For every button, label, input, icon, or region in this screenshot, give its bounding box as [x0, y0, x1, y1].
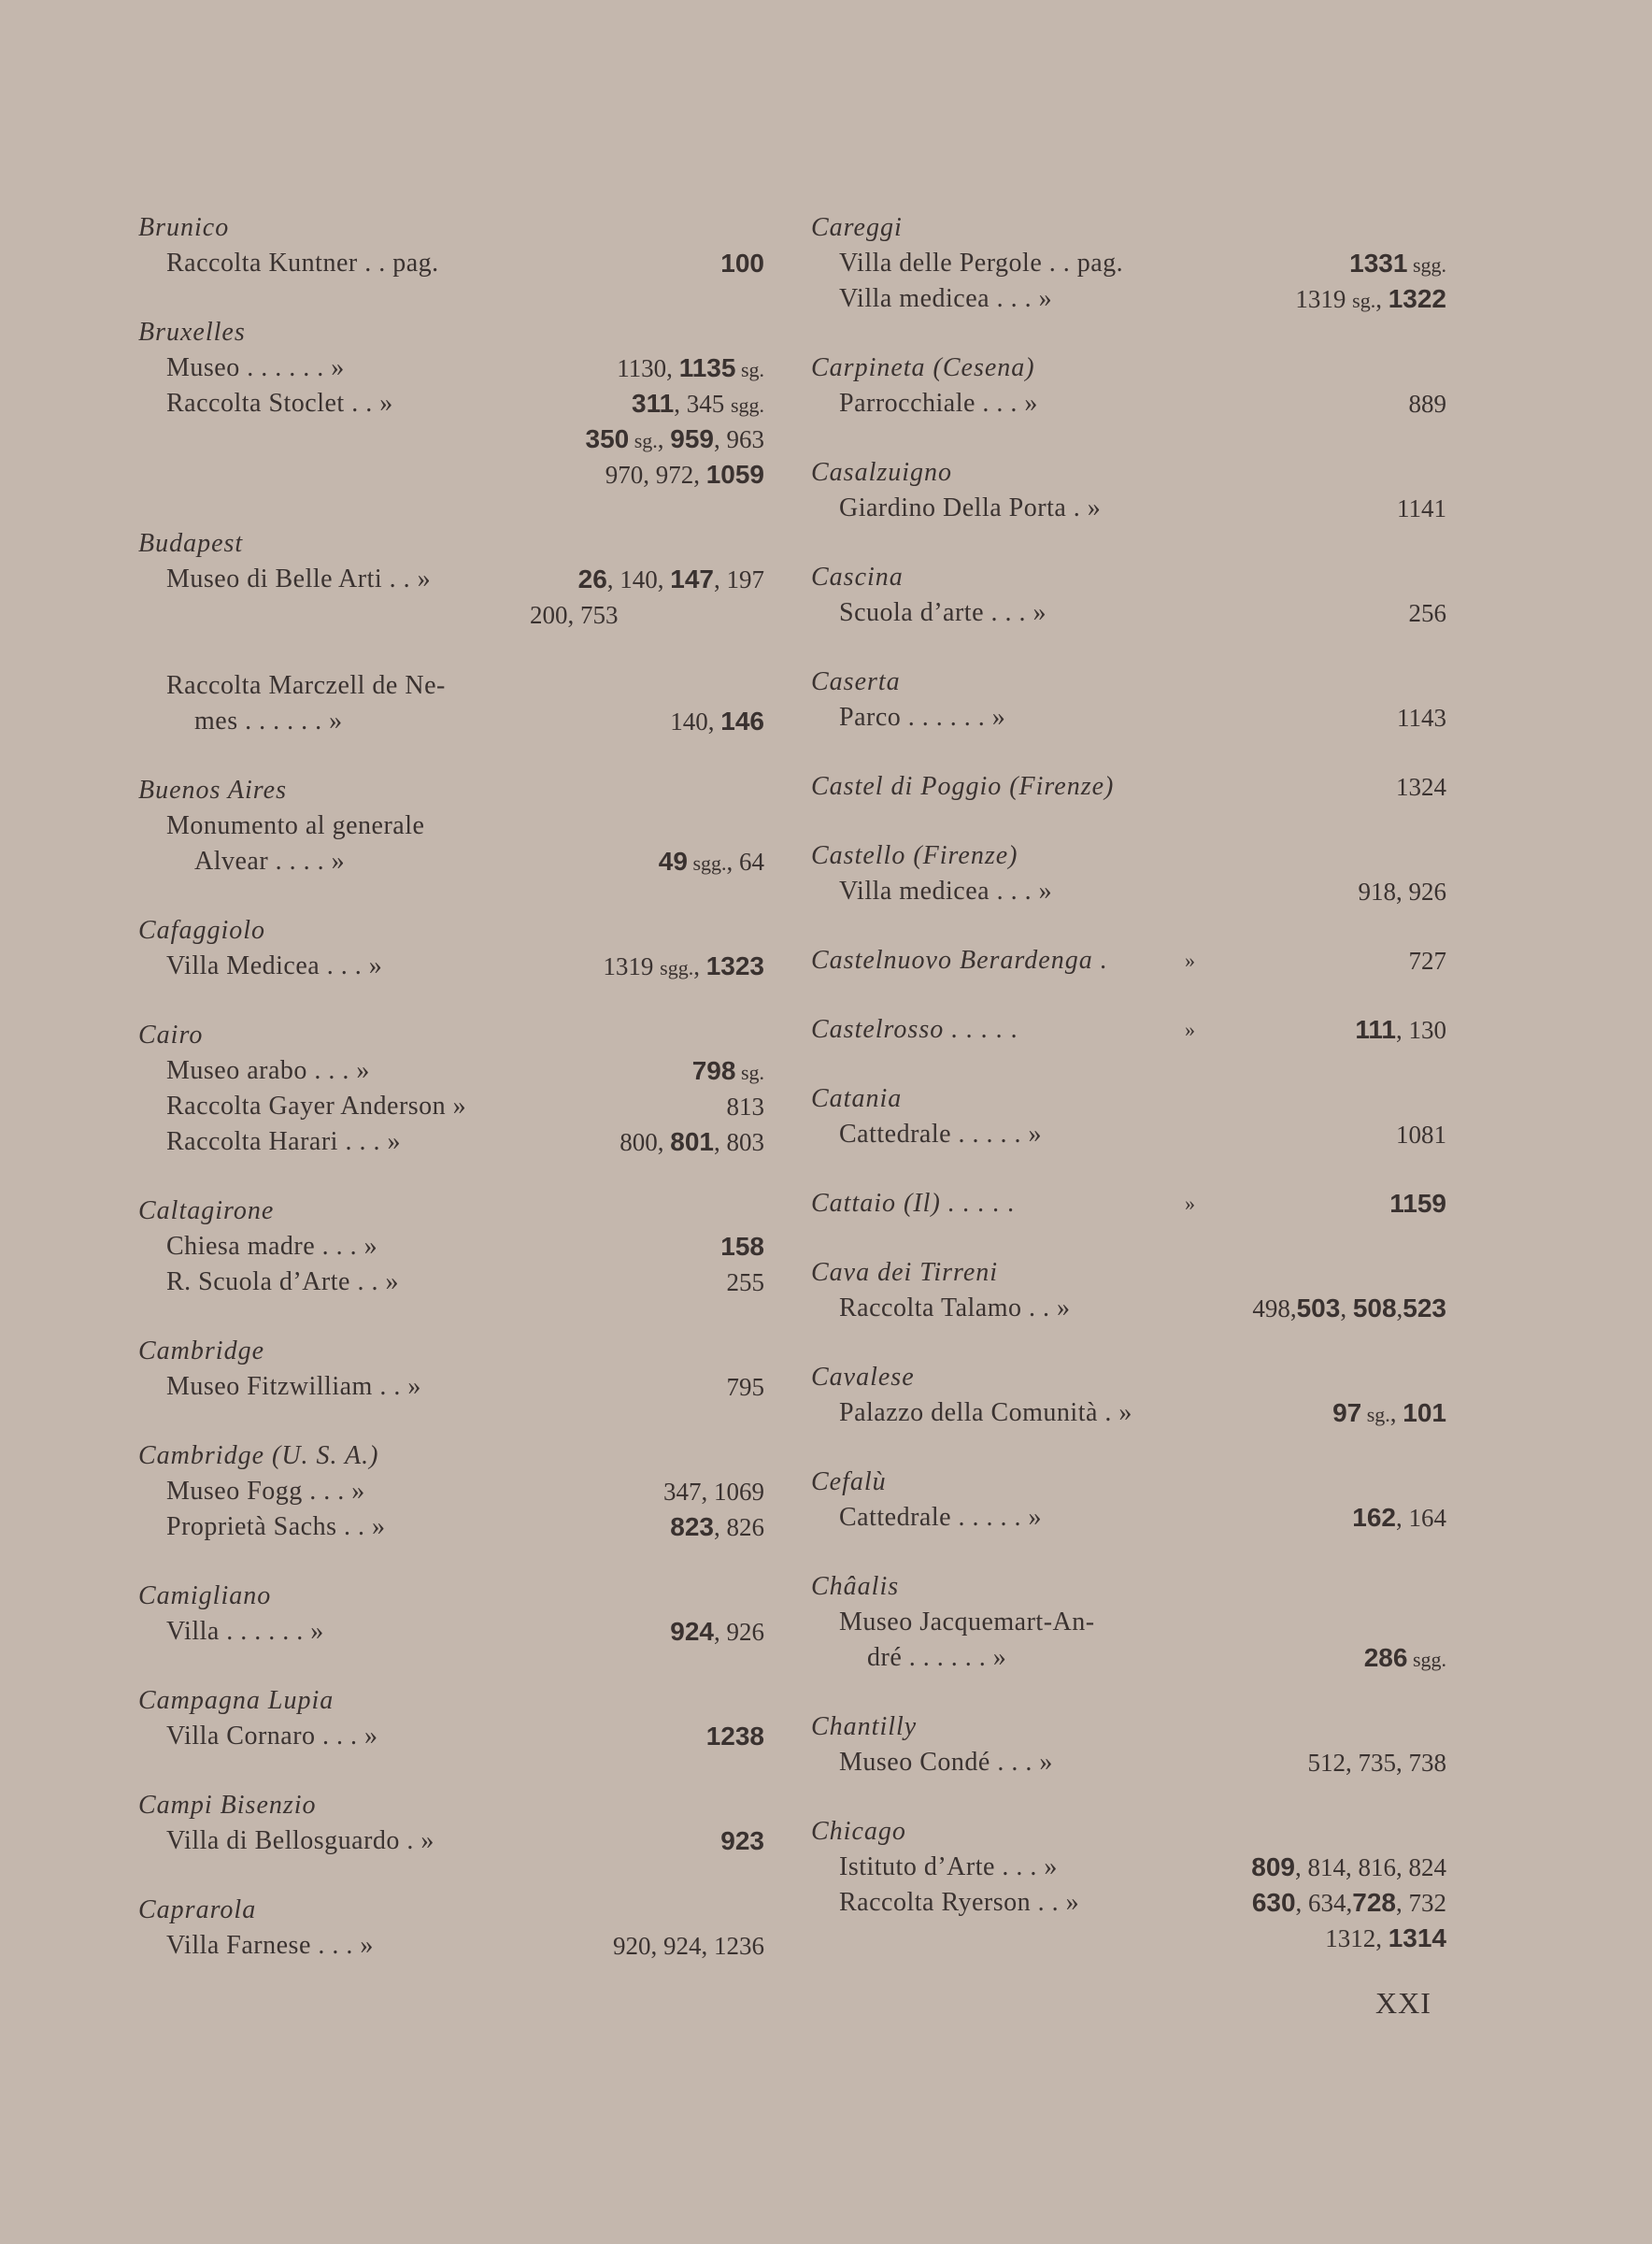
page-references [1332, 1395, 1446, 1433]
index-entry [138, 633, 764, 668]
page-references [578, 562, 764, 597]
page-references [1251, 1850, 1446, 1885]
page-ref: 1312, [1325, 1924, 1389, 1952]
page-ref: , 164 [1396, 1504, 1446, 1532]
index-entry [811, 595, 1446, 631]
entry-label: mes . . . . . . » [194, 707, 343, 736]
entry-label: Raccolta Kuntner . . pag. [166, 249, 439, 278]
page-ref: 889 [1408, 390, 1446, 418]
index-entry [138, 457, 764, 493]
page-references [603, 949, 764, 986]
page-ref: 800, [620, 1128, 671, 1156]
page-references [1409, 943, 1447, 979]
page-references [663, 1474, 764, 1509]
page-ref: , 803 [714, 1128, 764, 1156]
index-entry [811, 1291, 1446, 1326]
page-ref: 111 [1355, 1015, 1396, 1044]
entry-label: Villa medicea . . . » [839, 284, 1053, 313]
page-ref: 1141 [1397, 494, 1446, 522]
page-references [632, 386, 764, 423]
index-entry [811, 246, 1446, 281]
page-references [1364, 1640, 1446, 1678]
entry-label: Raccolta Gayer Anderson » [166, 1092, 467, 1121]
page-references [1308, 1745, 1447, 1780]
page-ref: 924 [670, 1617, 714, 1646]
place-name: Cattaio (Il) . . . . . [811, 1189, 1016, 1218]
place-name: Budapest [138, 529, 244, 558]
page-references [692, 1053, 764, 1091]
index-entry [138, 704, 764, 739]
page-references [1349, 246, 1446, 283]
page-ref: 200, 753 [530, 601, 619, 629]
index-place-heading [811, 665, 1446, 700]
index-place-heading [811, 1814, 1446, 1850]
index-place-heading [811, 350, 1446, 386]
index-entry [138, 562, 764, 597]
place-name: Campagna Lupia [138, 1686, 335, 1715]
index-place-heading [138, 913, 764, 949]
page-references [659, 844, 764, 881]
entry-label: Monumento al generale [166, 811, 425, 840]
page-ref: sg. [735, 358, 764, 381]
place-name: Caserta [811, 667, 901, 696]
page-ref: , 826 [714, 1513, 764, 1541]
ditto-mark: » [1185, 1018, 1196, 1041]
entry-label: Museo . . . . . . » [166, 353, 345, 382]
page-ref: , 634, [1295, 1889, 1353, 1917]
page-ref: 823 [670, 1512, 714, 1541]
index-entry [811, 281, 1446, 317]
page-ref: 959 [670, 424, 714, 453]
entry-label: Istituto d’Arte . . . » [839, 1852, 1058, 1881]
index-entry [138, 668, 764, 704]
place-name: Cefalù [811, 1467, 887, 1496]
page-references [1396, 769, 1446, 805]
index-entry [811, 1745, 1446, 1780]
entry-label: Giardino Della Porta . » [839, 493, 1102, 522]
page-references [1352, 1500, 1446, 1536]
page-ref: 97 [1332, 1398, 1362, 1427]
page-ref: 255 [726, 1268, 764, 1296]
page-references [1252, 1885, 1446, 1921]
index-entry [138, 350, 764, 386]
page-ref: 813 [726, 1093, 764, 1121]
index-place-heading [138, 1438, 764, 1474]
place-name: Chantilly [811, 1712, 918, 1741]
page-ref: , [1340, 1294, 1353, 1322]
index-entry [138, 1474, 764, 1509]
index-entry [138, 1265, 764, 1300]
index-entry [811, 1500, 1446, 1536]
index-entry [811, 1885, 1446, 1921]
index-entry [811, 700, 1446, 736]
page-ref: 146 [720, 707, 764, 736]
page-ref: 311 [632, 389, 675, 418]
index-place-heading [811, 943, 1446, 979]
page-ref: sg. [629, 429, 658, 452]
page-ref: 1159 [1389, 1189, 1446, 1218]
index-entry [138, 949, 764, 984]
index-place-heading [138, 1579, 764, 1614]
entry-label: Villa . . . . . . » [166, 1617, 324, 1646]
page-references [1295, 281, 1446, 319]
page-references [530, 597, 619, 633]
page-references [1355, 1012, 1446, 1048]
page-ref: 347, 1069 [663, 1478, 764, 1506]
page-ref: sgg. [1407, 1648, 1446, 1671]
place-name: Campi Bisenzio [138, 1791, 317, 1820]
entry-label: Cattedrale . . . . . » [839, 1503, 1043, 1532]
place-name: Camigliano [138, 1581, 272, 1610]
page-ref: 798 [691, 1056, 736, 1085]
page-ref: , [1375, 285, 1389, 313]
entry-label: Raccolta Stoclet . . » [166, 389, 393, 418]
page-ref: 49 [658, 847, 688, 876]
page-ref: 1238 [705, 1722, 764, 1751]
entry-label: Parco . . . . . . » [839, 703, 1006, 732]
page-references [617, 350, 764, 388]
page-ref: 1331 [1349, 249, 1408, 278]
page-references [727, 1089, 765, 1124]
ditto-mark: » [1185, 1192, 1196, 1215]
page-references [605, 457, 764, 493]
place-name: Bruxelles [138, 318, 246, 347]
index-place-heading [811, 210, 1446, 246]
place-name: Catania [811, 1084, 903, 1113]
place-name: Castelrosso . . . . . [811, 1015, 1019, 1044]
index-place-heading [811, 560, 1446, 595]
entry-label: Palazzo della Comunità . » [839, 1398, 1132, 1427]
index-place-heading [811, 1081, 1446, 1117]
page-ref: 1314 [1388, 1923, 1446, 1952]
entry-label: Chiesa madre . . . » [166, 1232, 378, 1261]
index-place-heading [811, 1360, 1446, 1395]
page-references [1359, 874, 1447, 909]
page-ref: 1324 [1396, 773, 1446, 801]
page-references [1325, 1921, 1446, 1956]
index-entry [138, 808, 764, 844]
page-ref: , [693, 952, 706, 980]
entry-label: Villa Farnese . . . » [166, 1931, 374, 1960]
page-ref: 512, 735, 738 [1307, 1749, 1446, 1777]
page-references [727, 1265, 765, 1300]
page-references [670, 1509, 764, 1545]
page-ref: 162 [1352, 1503, 1396, 1532]
page-ref: 498, [1252, 1294, 1297, 1322]
page-ref: 1319 [603, 952, 661, 980]
index-place-heading [138, 1334, 764, 1369]
index-entry [138, 246, 764, 281]
page-ref: , 963 [714, 425, 764, 453]
page-ref: 809 [1251, 1852, 1295, 1881]
page-ref: 256 [1408, 599, 1446, 627]
page-references [670, 1614, 764, 1650]
place-name: Chicago [811, 1817, 906, 1846]
page-references [1252, 1291, 1446, 1326]
index-place-heading [138, 1018, 764, 1053]
entry-label: Museo Fogg . . . » [166, 1477, 365, 1506]
index-place-heading [811, 838, 1446, 874]
page-ref: 147 [670, 565, 714, 593]
page-ref: sgg. [687, 851, 727, 875]
page-ref: 503 [1296, 1294, 1341, 1322]
entry-label: dré . . . . . . » [867, 1643, 1007, 1672]
page-references [720, 1229, 764, 1265]
page-ref: 1130, [617, 354, 679, 382]
page-ref: 1322 [1388, 284, 1446, 313]
place-name: Carpineta (Cesena) [811, 353, 1035, 382]
page-ref: 508 [1352, 1294, 1397, 1322]
place-name: Casalzuigno [811, 458, 953, 487]
place-name: Cafaggiolo [138, 916, 266, 945]
index-place-heading [811, 1709, 1446, 1745]
page-ref: 923 [720, 1826, 764, 1855]
entry-label: Villa medicea . . . » [839, 877, 1053, 906]
entry-label: Raccolta Ryerson . . » [839, 1888, 1080, 1917]
index-place-heading [138, 1893, 764, 1928]
page-references [706, 1719, 764, 1754]
index-place-heading [138, 315, 764, 350]
page-ref: 1323 [705, 951, 764, 980]
page-ref: 523 [1403, 1294, 1446, 1322]
index-entry [138, 597, 764, 633]
page-ref: , 197 [714, 565, 764, 593]
index-entry [138, 1089, 764, 1124]
page-ref: 158 [720, 1232, 764, 1261]
page-ref: , [1389, 1399, 1403, 1427]
index-entry [138, 844, 764, 879]
entry-label: Alvear . . . . » [194, 847, 346, 876]
page-ref: 100 [720, 249, 764, 278]
page-ref: 101 [1403, 1398, 1446, 1427]
page-ref: sg. [735, 1061, 764, 1084]
place-name: Castello (Firenze) [811, 841, 1018, 870]
place-name: Cava dei Tirreni [811, 1258, 999, 1287]
index-entry [811, 491, 1446, 526]
place-name: Castelnuovo Berardenga . [811, 946, 1108, 975]
index-entry [811, 874, 1446, 909]
place-name: Châalis [811, 1572, 900, 1601]
page-ref: , 814, 816, 824 [1295, 1853, 1446, 1881]
page-ref: 918, 926 [1358, 878, 1446, 906]
page-references [720, 1823, 764, 1859]
page-ref: 1135 [678, 353, 736, 382]
page-ref: 1059 [705, 460, 764, 489]
index-entry [138, 1229, 764, 1265]
entry-label: R. Scuola d’Arte . . » [166, 1267, 399, 1296]
index-place-heading [811, 769, 1446, 805]
index-entry [138, 1369, 764, 1405]
entry-label: Proprietà Sachs . . » [166, 1512, 386, 1541]
page-ref: 26 [577, 565, 607, 593]
page-ref: , 345 [674, 390, 731, 418]
page-ref: 801 [670, 1127, 714, 1156]
page-ref: 727 [1408, 947, 1446, 975]
entry-label: Villa Cornaro . . . » [166, 1722, 378, 1751]
index-entry [811, 1640, 1446, 1676]
index-entry [138, 422, 764, 457]
page-ref: 350 [585, 424, 630, 453]
page-ref: 140, [670, 708, 721, 736]
place-name: Brunico [138, 213, 230, 242]
index-place-heading [138, 210, 764, 246]
index-place-heading [138, 526, 764, 562]
index-column-left [138, 210, 764, 1964]
index-column-right [811, 210, 1446, 1956]
index-entry [138, 1124, 764, 1160]
index-entry [138, 1823, 764, 1859]
page-ref: , [1396, 1294, 1403, 1322]
index-place-heading [138, 773, 764, 808]
page-references [1396, 1117, 1446, 1152]
page-ref: 1081 [1396, 1121, 1446, 1149]
page-ref: , 130 [1396, 1016, 1446, 1044]
entry-label: Museo arabo . . . » [166, 1056, 370, 1085]
index-entry [138, 1928, 764, 1964]
entry-label: Museo Condé . . . » [839, 1748, 1053, 1777]
entry-label: Museo Fitzwilliam . . » [166, 1372, 421, 1401]
place-name: Caltagirone [138, 1196, 275, 1225]
page-ref: sgg. [660, 956, 694, 979]
ditto-mark: » [1185, 949, 1196, 972]
page-ref: 970, 972, [605, 461, 706, 489]
entry-label: Parrocchiale . . . » [839, 389, 1038, 418]
index-place-heading [811, 1569, 1446, 1605]
entry-label: Raccolta Harari . . . » [166, 1127, 401, 1156]
index-entry [811, 386, 1446, 422]
page-references [1409, 386, 1447, 422]
page-references [1397, 491, 1446, 526]
entry-label: Villa Medicea . . . » [166, 951, 383, 980]
page-ref: sgg. [730, 393, 764, 417]
page-ref: , 64 [726, 848, 764, 876]
page-ref: , [657, 425, 671, 453]
page-ref: sg. [1352, 289, 1376, 312]
page-references [586, 422, 765, 459]
page-references [620, 1124, 764, 1160]
page-references [1389, 1186, 1446, 1222]
page-ref: 286 [1363, 1643, 1408, 1672]
index-entry [811, 1117, 1446, 1152]
page-ref: 1319 [1295, 285, 1353, 313]
index-entry [811, 1850, 1446, 1885]
page-ref: 795 [726, 1373, 764, 1401]
place-name: Cavalese [811, 1363, 915, 1392]
page-ref: 920, 924, 1236 [613, 1932, 764, 1960]
index-place-heading [138, 1788, 764, 1823]
page-references [720, 246, 764, 281]
index-entry [811, 1605, 1446, 1640]
index-place-heading [811, 1012, 1446, 1048]
index-entry [138, 386, 764, 422]
index-entry [138, 1509, 764, 1545]
place-name: Caprarola [138, 1895, 257, 1924]
page-ref: 630 [1251, 1888, 1296, 1917]
page-ref: 1143 [1397, 704, 1446, 732]
index-place-heading [811, 1465, 1446, 1500]
index-place-heading [811, 1186, 1446, 1222]
page-references [727, 1369, 765, 1405]
index-entry [138, 1614, 764, 1650]
index-place-heading [811, 455, 1446, 491]
place-name: Careggi [811, 213, 903, 242]
page-number: XXI [1375, 1986, 1431, 2020]
page-references [613, 1928, 764, 1964]
page-references [1397, 700, 1446, 736]
index-entry [138, 1719, 764, 1754]
entry-label: Raccolta Marczell de Ne- [166, 671, 446, 700]
entry-label: Villa di Bellosguardo . » [166, 1826, 434, 1855]
place-name: Castel di Poggio (Firenze) [811, 772, 1115, 801]
place-name: Cambridge (U. S. A.) [138, 1441, 379, 1470]
page-references [1409, 595, 1447, 631]
page-references [670, 704, 764, 739]
page-ref: , 140, [606, 565, 671, 593]
page-ref: , 926 [714, 1618, 764, 1646]
index-entry [811, 1395, 1446, 1431]
entry-label: Museo di Belle Arti . . » [166, 565, 432, 593]
page-ref: 728 [1352, 1888, 1396, 1917]
place-name: Cascina [811, 563, 904, 592]
index-entry [811, 1921, 1446, 1956]
index-entry [138, 1053, 764, 1089]
entry-label: Raccolta Talamo . . » [839, 1294, 1071, 1322]
index-place-heading [811, 1255, 1446, 1291]
index-place-heading [138, 1683, 764, 1719]
entry-label: Museo Jacquemart-An- [839, 1608, 1095, 1637]
page-ref: , 732 [1396, 1889, 1446, 1917]
index-place-heading [138, 1193, 764, 1229]
place-name: Cambridge [138, 1336, 264, 1365]
entry-label: Scuola d’arte . . . » [839, 598, 1047, 627]
page-ref: sg. [1361, 1403, 1390, 1426]
entry-label: Cattedrale . . . . . » [839, 1120, 1043, 1149]
entry-label: Villa delle Pergole . . pag. [839, 249, 1124, 278]
place-name: Cairo [138, 1021, 204, 1050]
place-name: Buenos Aires [138, 776, 287, 805]
page-ref: sgg. [1407, 253, 1446, 277]
